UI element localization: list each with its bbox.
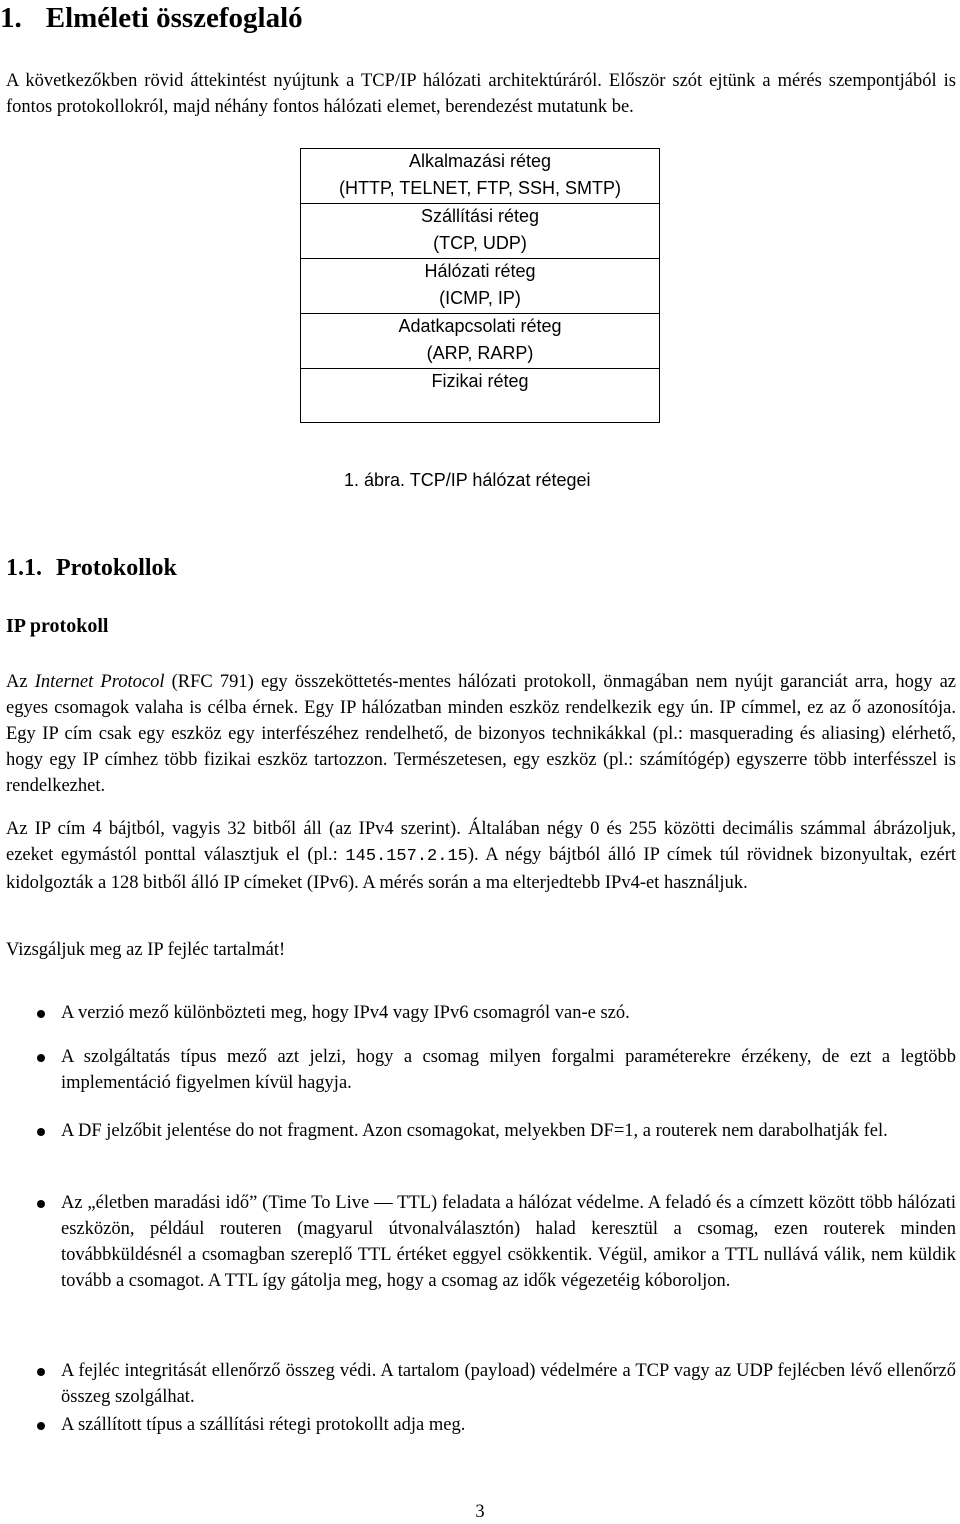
para2-text: Az IP cím 4 bájtból, vagyis 32 bitből áll (az IPv4 szerint). Általában négy 0 és 255 közötti decimális számmal ábrázoljuk, ezeket egymástól ponttal választjuk el (pl.:	[6, 819, 956, 865]
header-intro-paragraph: Vizsgáljuk meg az IP fejléc tartalmát!	[6, 940, 286, 960]
bullet-dot	[37, 1010, 45, 1018]
ip-address-example: 145.157.2.15	[345, 847, 468, 866]
layer-name: Hálózati réteg	[424, 261, 536, 281]
ip-protocol-paragraph	[6, 669, 956, 799]
bullet-dot	[37, 1200, 45, 1208]
intro-paragraph: A következőkben rövid áttekintést nyújtunk a TCP/IP hálózati architektúráról. Először szót ejtünk a mérés szempontjából is fontos protokollokról, majd néhány fontos hálózati elemet, berendezést mutatunk be.	[6, 71, 956, 117]
bullet-dot	[37, 1054, 45, 1062]
para1-text: Az	[6, 672, 35, 692]
layer-protocols: (TCP, UDP)	[433, 233, 527, 253]
subsection-number: 1.1.	[6, 555, 42, 581]
list-item: A verzió mező különbözteti meg, hogy IPv4 vagy IPv6 csomagról van-e szó.	[61, 1003, 630, 1023]
layer-protocols: (ICMP, IP)	[439, 288, 521, 308]
section-heading	[0, 0, 303, 36]
subsubsection-heading: IP protokoll	[6, 615, 109, 637]
layer-name: Alkalmazási réteg	[408, 151, 552, 171]
para2-text: ). A négy bájtból álló IP címek túl rövidnek bizonyultak, ezért kidolgozták a 128 bitből álló IP címeket (IPv6). A mérés során a ma elterjedtebb IPv4-et használjuk.	[6, 845, 956, 893]
para1-text: (RFC 791) egy összeköttetés-mentes hálózati protokoll, önmagában nem nyújt garanciát arra, hogy az egyes csomagok valaha is célba érnek. Egy IP hálózatban minden eszköz rendelkezik egy ún. IP címmel, ez az ő azonosítója. Egy IP cím csak egy eszköz egy interfészéhez rendelhető, de bizonyos technikákkal (pl.: masquerading és aliasing) elérhető, hogy egy IP címhez több fizikai eszköz tartozzon. Természetesen, egy eszköz (pl.: számítógép) egyszerre több interfésszel is rendelkezhet.	[6, 672, 956, 796]
list-item: A DF jelzőbit jelentése do not fragment. Azon csomagokat, melyekben DF=1, a routerek nem darabolhatják fel.	[61, 1121, 888, 1141]
para1-emphasis: Internet Protocol	[34, 672, 165, 692]
figure-caption: 1. ábra. TCP/IP hálózat rétegei	[344, 470, 591, 490]
layer-name: Fizikai réteg	[431, 371, 529, 391]
page-number: 3	[475, 1502, 485, 1522]
bullet-dot	[37, 1368, 45, 1376]
layer-protocols: (HTTP, TELNET, FTP, SSH, SMTP)	[338, 178, 622, 198]
list-item: A fejléc integritását ellenőrző összeg védi. A tartalom (payload) védelmére a TCP vagy az UDP fejlécben lévő ellenőrző összeg szolgálhat.	[61, 1361, 956, 1407]
layer-protocols: (ARP, RARP)	[426, 343, 534, 363]
section-title: Elméleti összefoglaló	[45, 2, 303, 34]
ip-address-paragraph	[6, 816, 956, 896]
list-item: Az „életben maradási idő” (Time To Live — TTL) feladata a hálózat védelme. A feladó és a címzett között több hálózati eszközön, például routeren (magyarul útvonalválasztón) halad keresztül a csomag, ezen routerek minden továbbküldésnél a csomagban szereplő TTL értéket eggyel csökkentik. Végül, amikor a TTL nullává válik, nem küldik tovább a csomagot. A TTL így gátolja meg, hogy a csomag az idők végezetéig kóboroljon.	[61, 1193, 956, 1291]
bullet-dot	[37, 1422, 45, 1430]
subsection-title: Protokollok	[56, 555, 177, 581]
layer-name: Szállítási réteg	[420, 206, 540, 226]
layer-name: Adatkapcsolati réteg	[398, 316, 562, 336]
section-number: 1.	[0, 2, 22, 34]
list-item: A szolgáltatás típus mező azt jelzi, hogy a csomag milyen forgalmi paraméterekre érzékeny, de ezt a legtöbb implementáció figyelmen kívül hagyja.	[61, 1047, 956, 1093]
list-item: A szállított típus a szállítási rétegi protokollt adja meg.	[61, 1415, 466, 1435]
subsection-heading	[6, 553, 177, 583]
bullet-dot	[37, 1128, 45, 1136]
